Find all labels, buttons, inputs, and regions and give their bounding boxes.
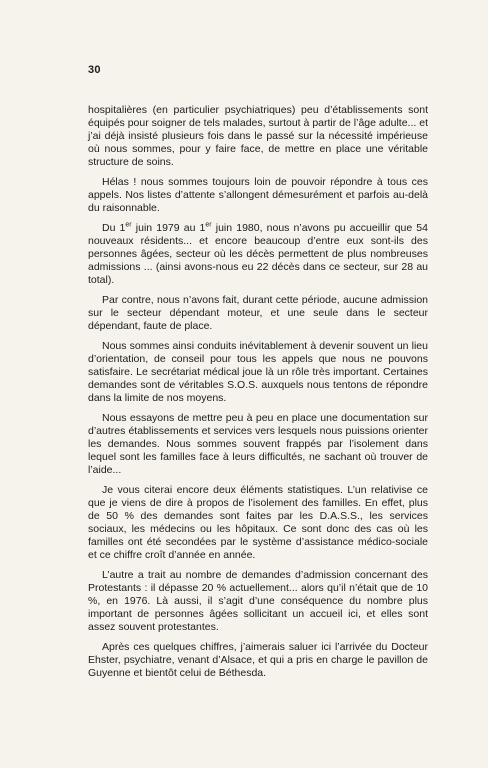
paragraph-9 [88, 641, 428, 680]
paragraph-1 [88, 104, 428, 169]
paragraph-text: Je vous citerai encore deux éléments statistiques. L’un relativise ce que je viens de dire à propos de l’isolement des familles. En effet, plus de 50 % des demandes sont faites par les D.A.S.S., les services sociaux, les médecins ou les hôpitaux. Ce sont donc des cas où les familles ont été secondées par le système d’assistance médico-sociale et ce chiffre croît d’année en année. [88, 484, 428, 561]
superscript-er: er [125, 221, 132, 229]
paragraph-5 [88, 340, 428, 405]
paragraph-text: Après ces quelques chiffres, j’aimerais saluer ici l’arrivée du Docteur Ehster, psychiatre, venant d’Alsace, et qui a pris en charge le pavillon de Guyenne et bientôt celui de Béthesda. [88, 641, 428, 679]
paragraph-text: Nous essayons de mettre peu à peu en place une documentation sur d’autres établissements et services vers lesquels nous puissions orienter les demandes. Nous sommes souvent frappés par l’isolement dans lequel sont les familles face à leurs difficultés, ne sachant où trouver de l’aide... [88, 412, 428, 476]
paragraph-2 [88, 176, 428, 215]
paragraph-text: Du 1 [102, 222, 126, 234]
paragraph-text: Hélas ! nous sommes toujours loin de pouvoir répondre à tous ces appels. Nos listes d’attente s’allongent démesurément et parfois au-delà du raisonnable. [88, 176, 428, 214]
paragraph-3 [88, 222, 428, 287]
paragraph-6 [88, 412, 428, 477]
paragraph-text: hospitalières (en particulier psychiatriques) peu d’établissements sont équipés pour soigner de tels malades, surtout à partir de l’âge adulte... et j’ai déjà insisté plusieurs fois dans le passé sur la nécessité impérieuse où nous sommes, pour y faire face, de mettre en place une véritable structure de soins. [88, 104, 428, 168]
superscript-er: er [205, 221, 212, 229]
paragraph-8 [88, 569, 428, 634]
paragraph-text: L’autre a trait au nombre de demandes d’admission concernant des Protestants : il dépasse 20 % actuellement... alors qu’il n’était que de 10 %, en 1976. Là aussi, il s’agit d’une conséquence du nombre plus important de personnes âgées sollicitant un accueil ici, et elles sont assez souvent protestantes. [88, 569, 428, 633]
paragraph-text: juin 1980, nous n’avons pu accueillir que 54 nouveaux résidents... et encore beaucoup d’entre eux sont-ils des personnes âgées, secteur où les décès permettent de plus nombreuses admissions ... (ainsi avons-nous eu 22 décès dans ce secteur, sur 28 au total). [88, 222, 428, 286]
page-number: 30 [88, 64, 101, 76]
paragraph-text: Nous sommes ainsi conduits inévitablement à devenir souvent un lieu d’orientation, de conseil pour tous les appels que nous ne pouvons satisfaire. Le secrétariat médical joue là un rôle très important. Certaines demandes sont de véritables S.O.S. auxquels nous tentons de répondre dans la limite de nos moyens. [88, 340, 428, 404]
paragraph-text: Par contre, nous n’avons fait, durant cette période, aucune admission sur le secteur dépendant moteur, et une seule dans le secteur dépendant, faute de place. [88, 294, 428, 332]
body-text [88, 104, 428, 687]
paragraph-4 [88, 294, 428, 333]
paragraph-text: juin 1979 au 1 [131, 222, 206, 234]
paragraph-7 [88, 484, 428, 562]
